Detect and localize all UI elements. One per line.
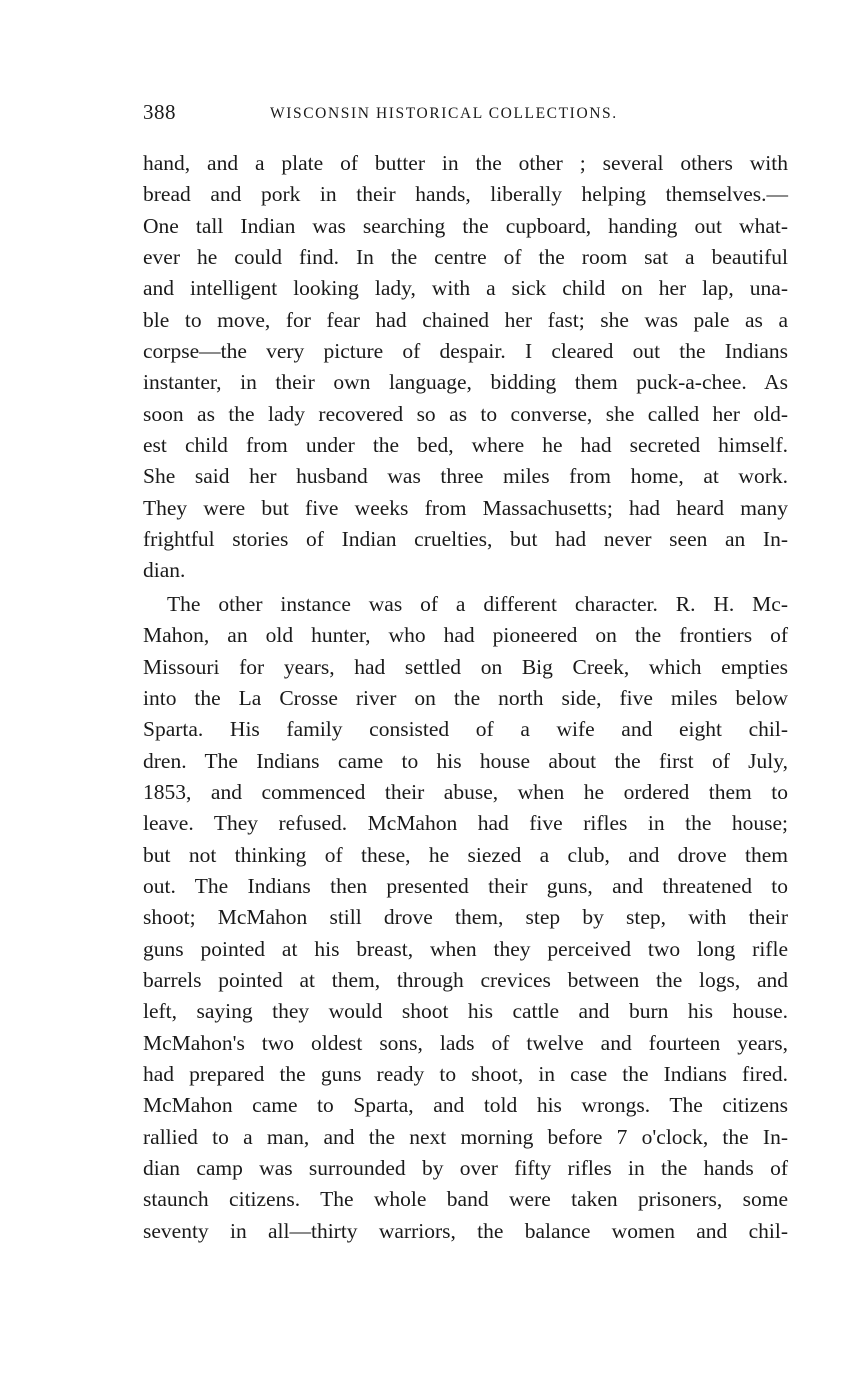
text-line: bread and pork in their hands, liberally helping themselves.— <box>143 182 788 207</box>
paragraph-2 <box>143 589 788 1247</box>
text-line: ble to move, for fear had chained her fast; she was pale as a <box>143 307 788 332</box>
text-line: They were but five weeks from Massachusetts; had heard many <box>143 495 788 520</box>
text-line: The other instance was of a different character. R. H. Mc- <box>167 591 788 616</box>
text-line: left, saying they would shoot his cattle and burn his house. <box>143 999 788 1024</box>
paragraph-1 <box>143 148 788 587</box>
text-line: McMahon's two oldest sons, lads of twelve and fourteen years, <box>143 1030 788 1055</box>
text-line: dian. <box>143 558 186 583</box>
text-line: but not thinking of these, he siezed a club, and drove them <box>143 842 788 867</box>
text-line: Sparta. His family consisted of a wife and eight chil- <box>143 717 788 742</box>
text-line: shoot; McMahon still drove them, step by step, with their <box>143 905 788 930</box>
text-line: McMahon came to Sparta, and told his wrongs. The citizens <box>143 1093 788 1118</box>
text-line: frightful stories of Indian cruelties, but had never seen an In- <box>143 527 788 552</box>
body-text <box>143 148 788 1247</box>
text-line: Missouri for years, had settled on Big Creek, which empties <box>143 654 788 679</box>
text-line: out. The Indians then presented their guns, and threatened to <box>143 873 788 898</box>
running-header <box>143 100 659 130</box>
text-line: seventy in all—thirty warriors, the balance women and chil- <box>143 1218 788 1243</box>
text-line: ever he could find. In the centre of the room sat a beautiful <box>143 245 788 270</box>
text-line: hand, and a plate of butter in the other ; several others with <box>143 151 788 175</box>
text-line: rallied to a man, and the next morning before 7 o'clock, the In- <box>143 1124 788 1149</box>
text-line: She said her husband was three miles from home, at work. <box>143 464 788 489</box>
text-line: dian camp was surrounded by over fifty rifles in the hands of <box>143 1156 788 1180</box>
text-line: est child from under the bed, where he had secreted himself. <box>143 433 788 458</box>
text-line: barrels pointed at them, through crevices between the logs, and <box>143 967 788 992</box>
text-line: guns pointed at his breast, when they perceived two long rifle <box>143 936 788 961</box>
text-line: instanter, in their own language, bidding them puck-a-chee. As <box>143 370 788 395</box>
text-line: staunch citizens. The whole band were taken prisoners, some <box>143 1187 788 1212</box>
text-line: into the La Crosse river on the north side, five miles below <box>143 685 788 710</box>
text-line: and intelligent looking lady, with a sick child on her lap, una- <box>143 276 788 301</box>
text-line: Mahon, an old hunter, who had pioneered on the frontiers of <box>143 623 788 648</box>
text-line: corpse—the very picture of despair. I cleared out the Indians <box>143 339 788 364</box>
text-line: leave. They refused. McMahon had five rifles in the house; <box>143 811 788 836</box>
text-line: One tall Indian was searching the cupboard, handing out what- <box>143 213 788 238</box>
running-title: WISCONSIN HISTORICAL COLLECTIONS. <box>270 105 618 122</box>
text-line: 1853, and commenced their abuse, when he ordered them to <box>143 779 788 804</box>
text-line: had prepared the guns ready to shoot, in case the Indians fired. <box>143 1061 788 1086</box>
page-number: 388 <box>143 100 176 124</box>
text-line: dren. The Indians came to his house about the first of July, <box>143 748 788 773</box>
text-line: soon as the lady recovered so as to converse, she called her old- <box>143 401 788 426</box>
